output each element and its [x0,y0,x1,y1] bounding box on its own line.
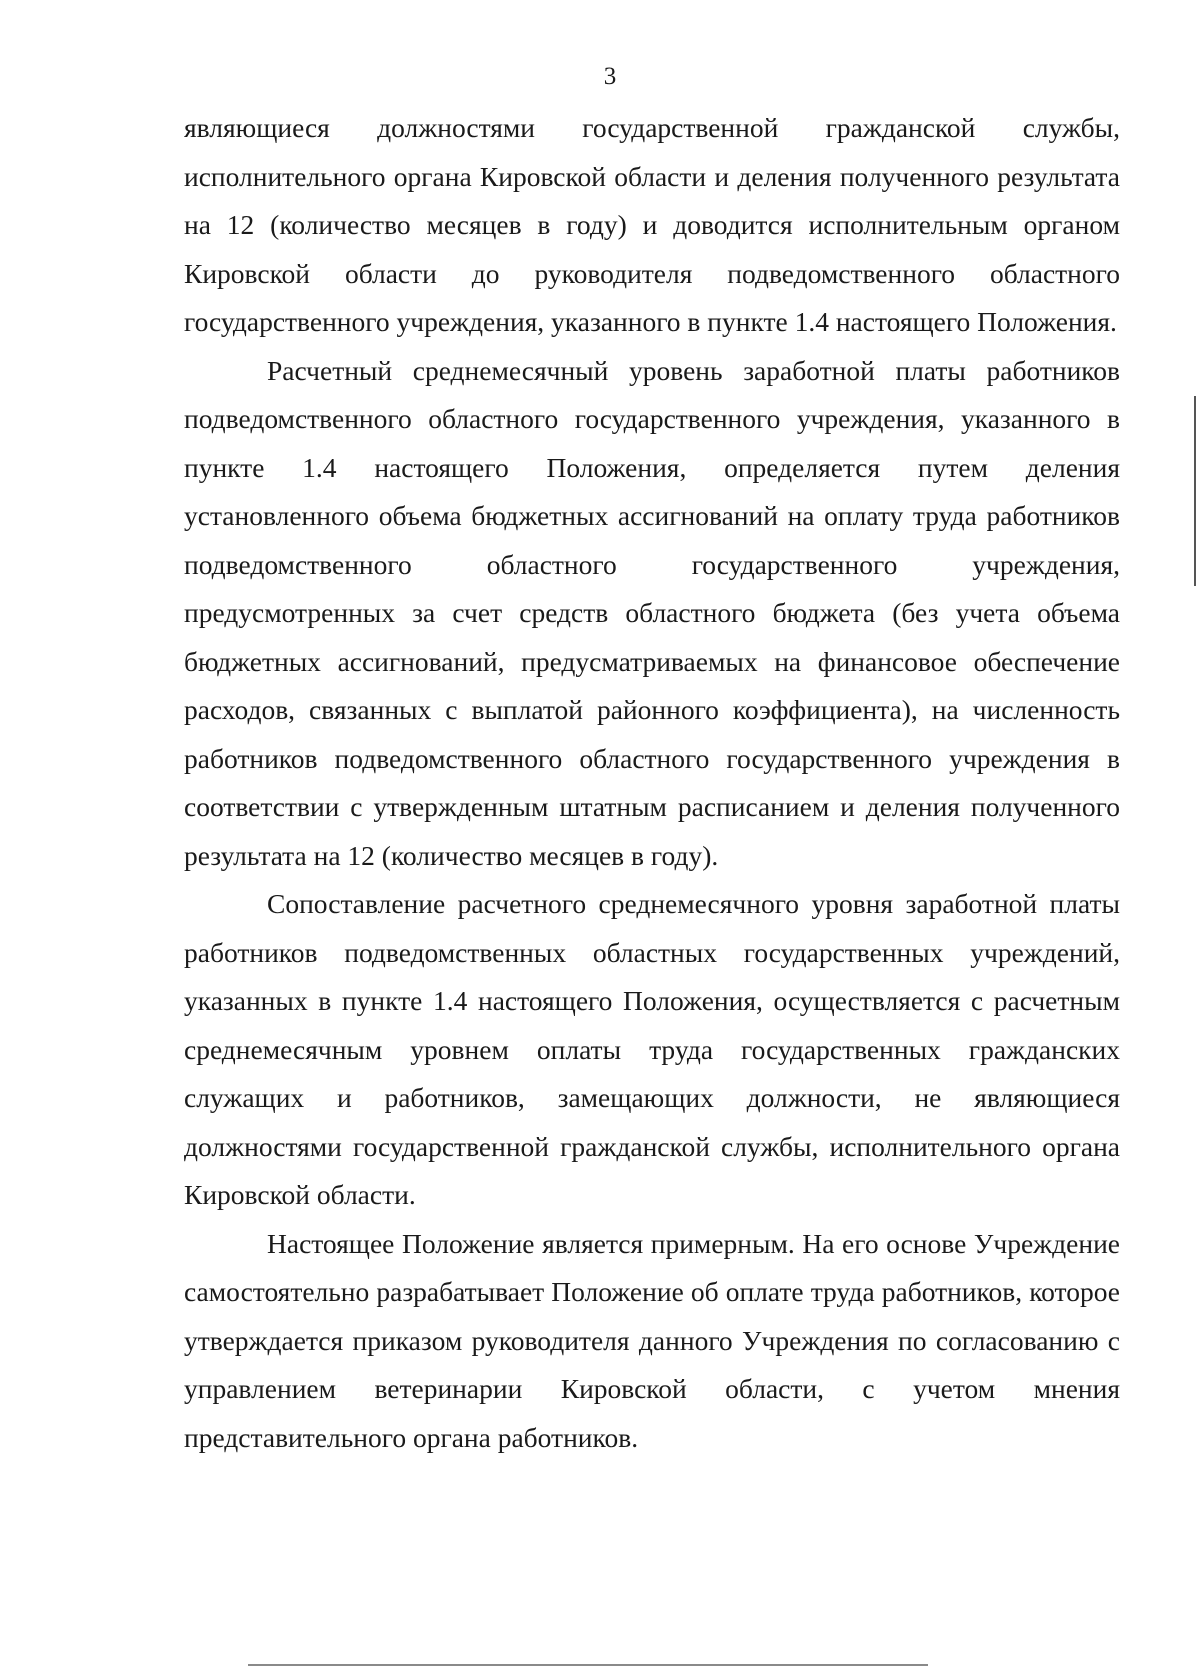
margin-scan-line [1194,396,1196,586]
paragraph-calculated-salary-level: Расчетный среднемесячный уровень заработной платы работников подведомственного областного государственного учреждения, указанного в пункте 1.4 настоящего Положения, определяется путем деления установленного объема бюджетных ассигнований на оплату труда работников подведомственного областного государственного учреждения, предусмотренных за счет средств областного бюджета (без учета объема бюджетных ассигнований, предусматриваемых на финансовое обеспечение расходов, связанных с выплатой районного коэффициента), на численность работников подведомственного областного государственного учреждения в соответствии с утвержденным штатным расписанием и деления полученного результата на 12 (количество месяцев в году). [184,354,1120,871]
document-body [184,104,1120,1462]
paragraph-continuation: являющиеся должностями государственной гражданской службы, исполнительного органа Кировской области и деления полученного результата на 12 (количество месяцев в году) и доводится исполнительным органом Кировской области до руководителя подведомственного областного государственного учреждения, указанного в пункте 1.4 настоящего Положения. [184,112,1120,337]
paragraph-salary-comparison: Сопоставление расчетного среднемесячного уровня заработной платы работников подведомственных областных государственных учреждений, указанных в пункте 1.4 настоящего Положения, осуществляется с расчетным среднемесячным уровнем оплаты труда государственных гражданских служащих и работников, замещающих должности, не являющиеся должностями государственной гражданской службы, исполнительного органа Кировской области. [184,888,1120,1210]
paragraph-exemplary-regulation: Настоящее Положение является примерным. На его основе Учреждение самостоятельно разрабатывает Положение об оплате труда работников, которое утверждается приказом руководителя данного Учреждения по согласованию с управлением ветеринарии Кировской области, с учетом мнения представительного органа работников. [184,1227,1120,1453]
footer-rule [248,1664,928,1666]
page-number: 3 [603,63,617,90]
